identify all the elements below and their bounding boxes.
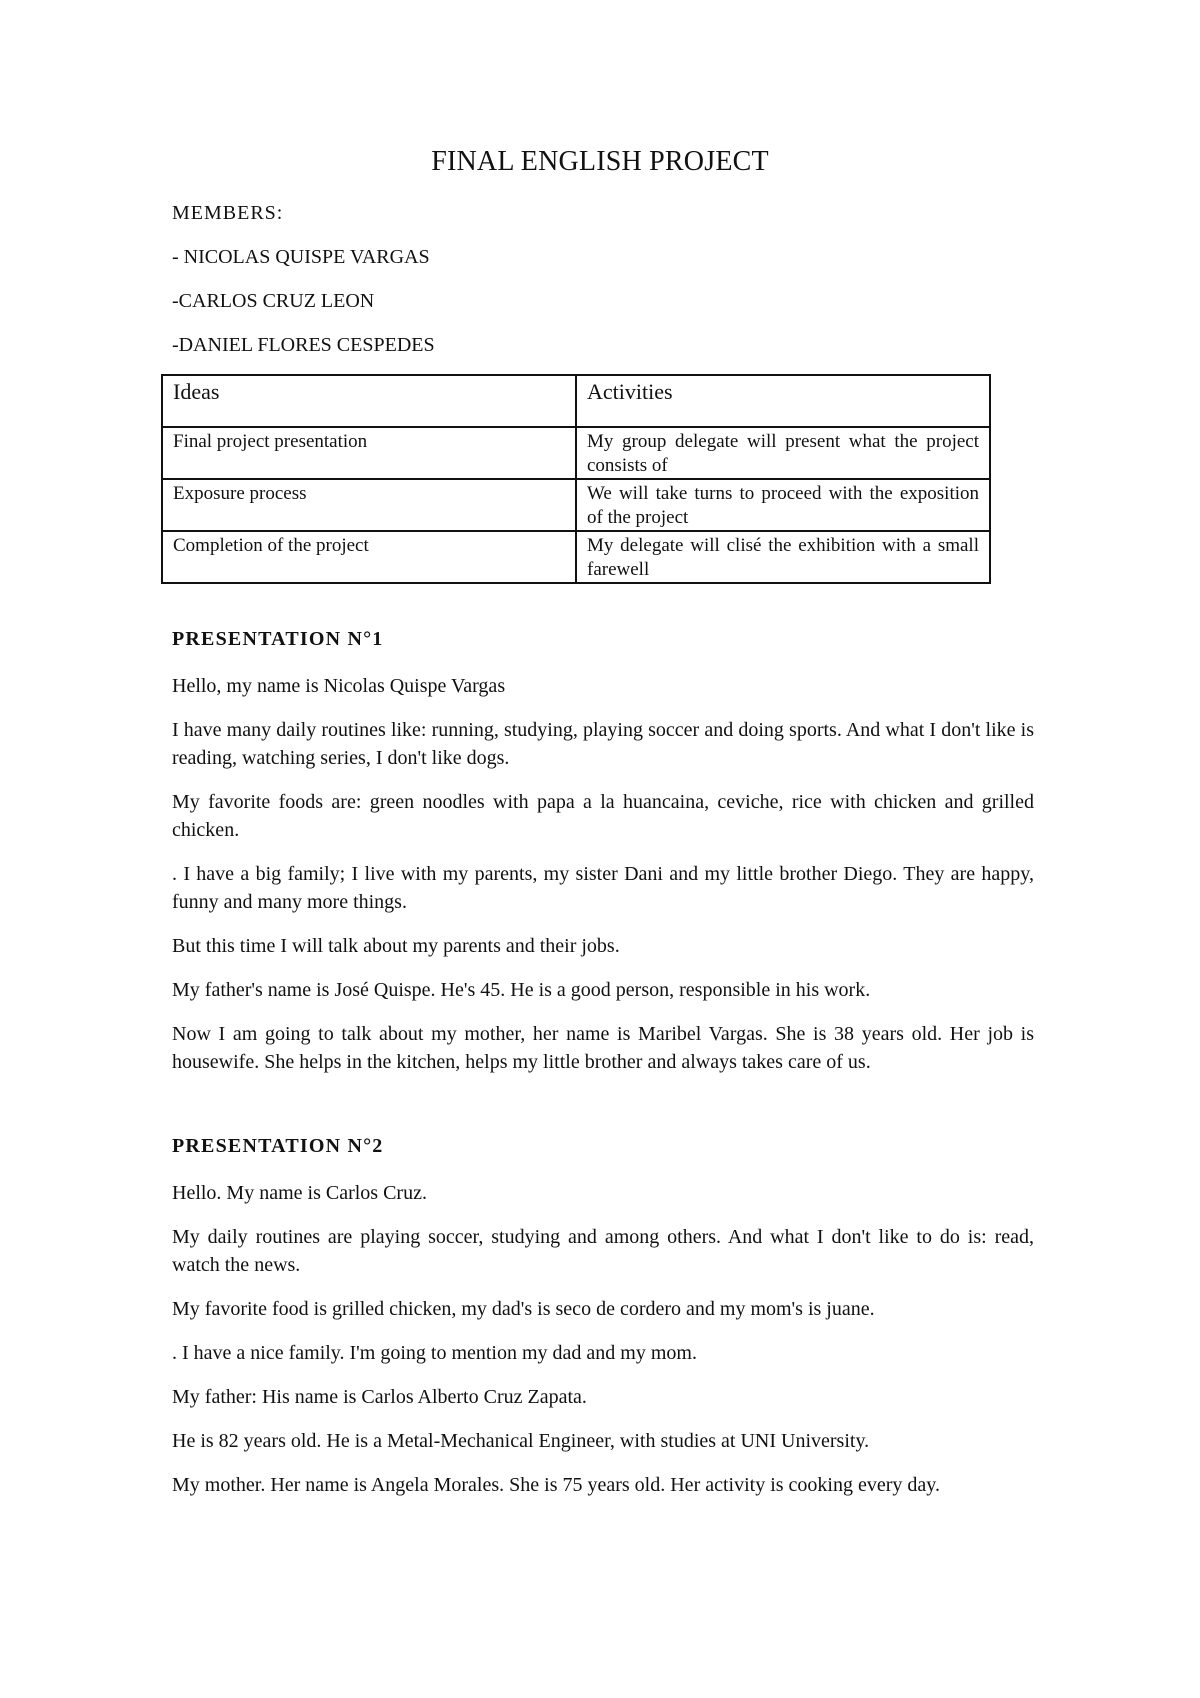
paragraph: My favorite foods are: green noodles with papa a la huancaina, ceviche, rice with chicken and grilled chicken. <box>172 791 1034 841</box>
table-cell-activity: We will take turns to proceed with the exposition of the project <box>576 479 990 531</box>
table-header-activities: Activities <box>576 375 990 427</box>
table-row <box>162 479 990 531</box>
paragraph: My father's name is José Quispe. He's 45. He is a good person, responsible in his work. <box>172 979 871 1001</box>
member-item: -CARLOS CRUZ LEON <box>172 290 375 312</box>
paragraph: Hello, my name is Nicolas Quispe Vargas <box>172 675 506 697</box>
presentation-2-heading: PRESENTATION N°2 <box>172 1135 384 1157</box>
paragraph: He is 82 years old. He is a Metal-Mechanical Engineer, with studies at UNI University. <box>172 1430 870 1452</box>
table-row <box>162 427 990 479</box>
document-title: FINAL ENGLISH PROJECT <box>431 146 769 177</box>
table-header-ideas: Ideas <box>162 375 576 427</box>
table-header-row <box>162 375 990 427</box>
paragraph: My favorite food is grilled chicken, my dad's is seco de cordero and my mom's is juane. <box>172 1298 875 1320</box>
table-row <box>162 531 990 583</box>
paragraph: My daily routines are playing soccer, studying and among others. And what I don't like to do is: read, watch the news. <box>172 1226 1034 1276</box>
presentation-1-heading: PRESENTATION N°1 <box>172 628 384 650</box>
paragraph: . I have a nice family. I'm going to mention my dad and my mom. <box>172 1342 697 1364</box>
table-cell-activity: My group delegate will present what the project consists of <box>576 427 990 479</box>
table-cell-idea: Final project presentation <box>162 427 576 479</box>
paragraph: . I have a big family; I live with my parents, my sister Dani and my little brother Diego. They are happy, funny and many more things. <box>172 863 1034 913</box>
member-item: - NICOLAS QUISPE VARGAS <box>172 246 430 268</box>
paragraph: Hello. My name is Carlos Cruz. <box>172 1182 427 1204</box>
paragraph: My father: His name is Carlos Alberto Cruz Zapata. <box>172 1386 587 1408</box>
table-cell-idea: Exposure process <box>162 479 576 531</box>
table-cell-idea: Completion of the project <box>162 531 576 583</box>
member-item: -DANIEL FLORES CESPEDES <box>172 334 435 356</box>
ideas-activities-table <box>161 374 991 584</box>
table-cell-activity: My delegate will clisé the exhibition with a small farewell <box>576 531 990 583</box>
paragraph: Now I am going to talk about my mother, her name is Maribel Vargas. She is 38 years old. Her job is housewife. She helps in the kitchen, helps my little brother and always takes care of us. <box>172 1023 1034 1073</box>
paragraph: My mother. Her name is Angela Morales. She is 75 years old. Her activity is cooking every day. <box>172 1474 940 1496</box>
paragraph: But this time I will talk about my parents and their jobs. <box>172 935 620 957</box>
paragraph: I have many daily routines like: running, studying, playing soccer and doing sports. And what I don't like is reading, watching series, I don't like dogs. <box>172 719 1034 769</box>
members-label: MEMBERS: <box>172 202 284 224</box>
